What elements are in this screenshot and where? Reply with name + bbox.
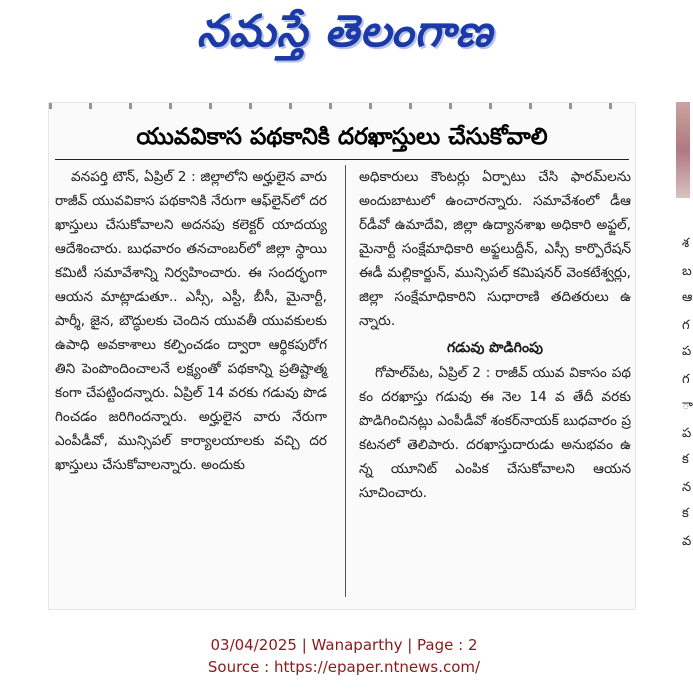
newspaper-masthead xyxy=(140,6,550,68)
news-clipping xyxy=(48,102,636,610)
article-column-right xyxy=(359,165,631,505)
adjacent-text-glyph: ప xyxy=(682,426,692,441)
adjacent-photo-fragment xyxy=(676,102,690,198)
adjacent-text-glyph: శ xyxy=(682,236,690,251)
footer-date-edition: 03/04/2025 | Wanaparthy | Page : 2 xyxy=(210,636,478,654)
headline-rule xyxy=(55,159,629,160)
adjacent-text-glyph: గ xyxy=(682,372,690,387)
masthead-title: నమస్తే తెలంగాణ xyxy=(196,6,494,57)
column-divider xyxy=(345,165,346,597)
right-column-text-2: గోపాల్‌పేట, ఏప్రిల్ 2 : రాజీవ్ యువ వికాసం పథకం దరఖాస్తు గడువు ఈ నెల 14 వ తేదీ వరకు పొడిగించినట్లు ఎంపీడీవో శంకర్‌నాయక్ బుధవారం ప్రకటనలో తెలిపారు. దరఖాస్తుదారుడు అనుభవం ఉన్న యూనిట్ ఎంపిక చేసుకోవాలని ఆయన సూచించారు. xyxy=(359,365,631,501)
adjacent-text-glyph: బ xyxy=(682,264,692,279)
adjacent-text-glyph: వ xyxy=(682,534,692,549)
adjacent-text-glyph: ా xyxy=(682,398,693,413)
left-column-text: వనపర్తి టౌన్, ఏప్రిల్ 2 : జిల్లాలోని అర్హులైన వారు రాజీవ్ యువవికాస పథకానికి నేరుగా ఆఫ్‌లైన్‌లో దరఖాస్తులు చేసుకోవాలని అదనపు కలెక్టర్ యాదయ్య ఆదేశించారు. బుధవారం తనచాంబర్‌లో జిల్లా స్థాయి కమిటీ సమావేశాన్ని నిర్వహించారు. ఈ సందర్భంగా ఆయన మాట్లాడుతూ.. ఎస్సీ, ఎస్టీ, బీసీ, మైనార్టీ, పార్శీ, జైన, బౌద్ధులకు చెందిన యువతీ యువకులకు ఉపాధి అవకాశాలు కల్పించడం ద్వారా ఆర్థికపురోగతిని పెంపొందించాలనే లక్ష్యంతో పథకాన్ని ప్రతిష్టాత్మకంగా చేపట్టిందన్నారు. ఏప్రిల్ 14 వరకు గడువు పొడగించడం జరిగిందన్నారు. అర్హులైన వారు నేరుగా ఎంపీడీవో, మున్సిపల్ కార్యాలయాలకు వచ్చి దరఖాస్తులు చేసుకోవాలన్నారు. అందుకు xyxy=(55,169,327,473)
article-headline: యువవికాస పథకానికి దరఖాస్తులు చేసుకోవాలి xyxy=(136,124,548,150)
adjacent-text-glyph: క xyxy=(682,452,689,467)
adjacent-text-glyph: గ xyxy=(682,318,690,333)
article-column-left xyxy=(55,165,327,477)
right-column-text-1: అధికారులు కౌంటర్లు ఏర్పాటు చేసి ఫారమ్‌లను అందుబాటులో ఉంచారన్నారు. సమావేశంలో డీఆర్‌డీవో ఉమాదేవి, జిల్లా ఉద్యానశాఖ అధికారి అఫ్జల్, మైనార్టీ సంక్షేమాధికారి అఫ్జలుద్దీన్, ఎస్సీ కార్పొరేషన్ ఈడీ మల్లికార్జున్, మున్సిపల్ కమిషనర్ వెంకటేశ్వర్లు, జిల్లా సంక్షేమాధికారిని సుధారాణి తదితరులు ఉన్నారు. xyxy=(359,169,631,329)
adjacent-text-glyph: ప xyxy=(682,344,692,359)
previous-article-remnant xyxy=(49,103,635,109)
adjacent-text-glyph: క xyxy=(682,506,689,521)
adjacent-text-glyph: ఆ xyxy=(682,290,693,305)
footer-source: Source : https://epaper.ntnews.com/ xyxy=(207,658,481,676)
adjacent-text-glyph: న xyxy=(682,480,692,495)
adjacent-article-edge xyxy=(652,98,693,618)
article-subheading: గడువు పొడిగింపు xyxy=(446,340,544,356)
